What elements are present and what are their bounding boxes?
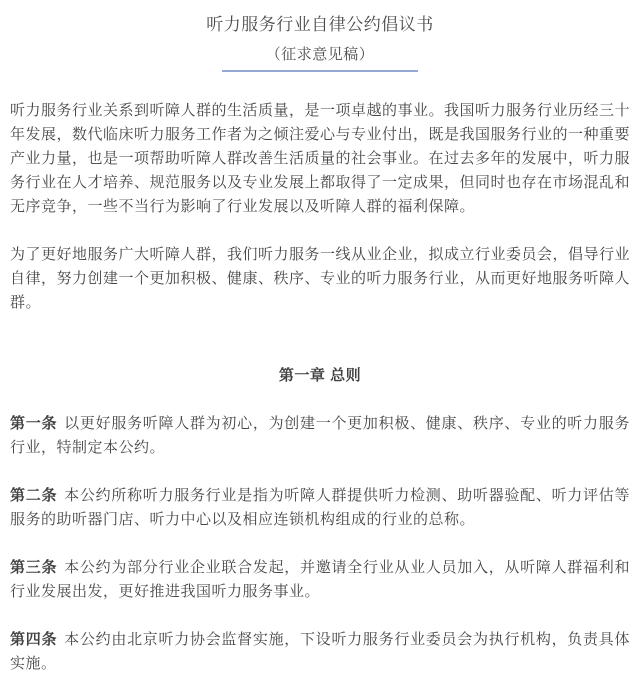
article-label: 第一条 xyxy=(10,415,58,432)
article-text: 本公约由北京听力协会监督实施，下设听力服务行业委员会为执行机构，负责具体实施。 xyxy=(10,631,630,672)
article-text: 本公约所称听力服务行业是指为听障人群提供听力检测、助听器验配、听力评估等服务的助听器门店、听力中心以及相应连锁机构组成的行业的总称。 xyxy=(10,487,630,528)
article-label: 第四条 xyxy=(10,631,58,648)
chapter-heading: 第一章 总则 xyxy=(278,367,362,384)
article-paragraph xyxy=(10,412,630,460)
article-text: 以更好服务听障人群为初心，为创建一个更加积极、健康、秩序、专业的听力服务行业，特制定本公约。 xyxy=(10,415,630,456)
title-divider xyxy=(222,70,418,72)
intro-paragraph: 为了更好地服务广大听障人群，我们听力服务一线从业企业，拟成立行业委员会，倡导行业自律，努力创建一个更加积极、健康、秩序、专业的听力服务行业，从而更好地服务听障人群。 xyxy=(10,246,631,311)
document-subtitle: （征求意见稿） xyxy=(265,46,375,63)
article-paragraph xyxy=(10,484,630,532)
article-label: 第三条 xyxy=(10,559,58,576)
article-paragraph xyxy=(10,556,630,604)
article-label: 第二条 xyxy=(10,487,58,504)
intro-paragraph: 听力服务行业关系到听障人群的生活质量，是一项卓越的事业。我国听力服务行业历经三十年发展，数代临床听力服务工作者为之倾注爱心与专业付出，既是我国服务行业的一种重要产业力量，也是一项帮助听障人群改善生活质量的社会事业。在过去多年的发展中，听力服务行业在人才培养、规范服务以及专业发展上都取得了一定成果，但同时也存在市场混乱和无序竞争，一些不当行为影响了行业发展以及听障人群的福利保障。 xyxy=(10,102,631,215)
article-paragraph xyxy=(10,628,630,676)
article-text: 本公约为部分行业企业联合发起，并邀请全行业从业人员加入，从听障人群福利和行业发展出发，更好推进我国听力服务事业。 xyxy=(10,559,630,600)
document-title: 听力服务行业自律公约倡议书 xyxy=(206,15,434,34)
